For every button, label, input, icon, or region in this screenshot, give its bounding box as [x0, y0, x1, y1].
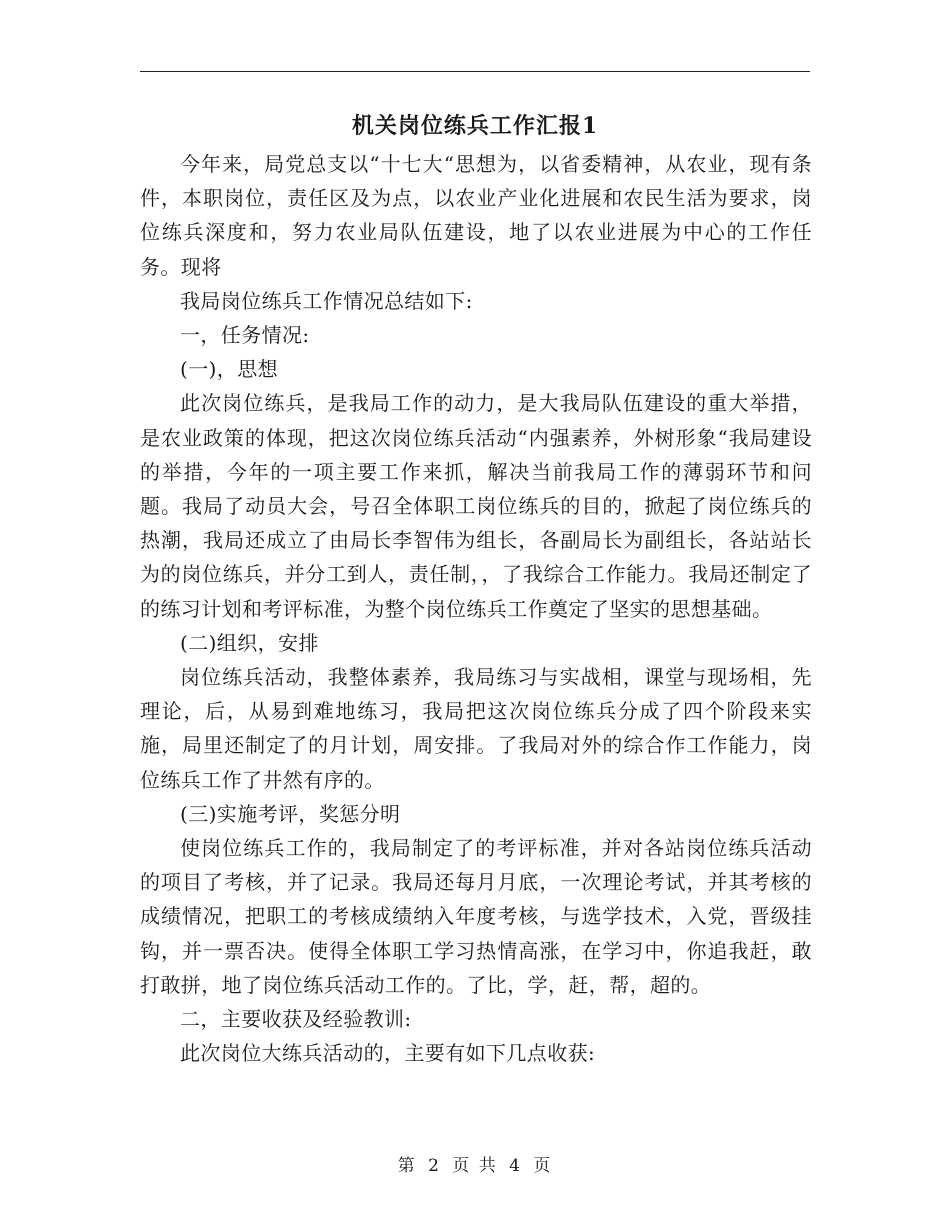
subsection-heading: (一)，思想 [180, 357, 279, 382]
document-body [140, 147, 812, 1070]
total-page-count: 4 [509, 1156, 522, 1176]
header-rule [140, 71, 810, 72]
section-heading: 一，任务情况: [180, 323, 310, 348]
footer-middle: 页 共 [452, 1156, 498, 1176]
paragraph: 今年来，局党总支以“十七大“思想为，以省委精神，从农业，现有条件，本职岗位，责任区及为点，以农业产业化进展和农民生活为要求，岗位练兵深度和，努力农业局队伍建设，地了以农业进展为中心的工作任务。现将 [140, 152, 812, 279]
document-title: 机关岗位练兵工作汇报1 [351, 113, 599, 139]
subsection-heading: (三)实施考评，奖惩分明 [180, 801, 401, 826]
footer-suffix: 页 [533, 1156, 553, 1176]
page-footer [0, 1154, 950, 1178]
current-page-number: 2 [428, 1156, 441, 1176]
paragraph: 此次岗位练兵，是我局工作的动力，是大我局队伍建设的重大举措，是农业政策的体现，把这次岗位练兵活动“内强素养，外树形象“我局建设的举措，今年的一项主要工作来抓，解决当前我局工作的薄弱环节和问题。我局了动员大会，号召全体职工岗位练兵的目的，掀起了岗位练兵的热潮，我局还成立了由局长李智伟为组长，各副局长为副组长，各站站长为的岗位练兵，并分工到人，责任制，，了我综合工作能力。我局还制定了的练习计划和考评标准，为整个岗位练兵工作奠定了坚实的思想基础。 [140, 391, 812, 621]
paragraph: 此次岗位大练兵活动的，主要有如下几点收获: [180, 1041, 596, 1066]
footer-prefix: 第 [397, 1156, 417, 1176]
section-heading: 二，主要收获及经验教训: [180, 1007, 412, 1032]
paragraph: 岗位练兵活动，我整体素养，我局练习与实战相，课堂与现场相，先理论，后，从易到难地练习，我局把这次岗位练兵分成了四个阶段来实施，局里还制定了的月计划，周安排。了我局对外的综合作工作能力，岗位练兵工作了井然有序的。 [140, 665, 812, 792]
paragraph: 使岗位练兵工作的，我局制定了的考评标准，并对各站岗位练兵活动的项目了考核，并了记录。我局还每月月底，一次理论考试，并其考核的成绩情况，把职工的考核成绩纳入年度考核，与选学技术，入党，晋级挂钩，并一票否决。使得全体职工学习热情高涨，在学习中，你追我赶，敢打敢拼，地了岗位练兵活动工作的。了比，学，赶，帮，超的。 [140, 836, 812, 997]
paragraph: 我局岗位练兵工作情况总结如下: [180, 288, 473, 313]
subsection-heading: (二)组织，安排 [180, 630, 319, 655]
